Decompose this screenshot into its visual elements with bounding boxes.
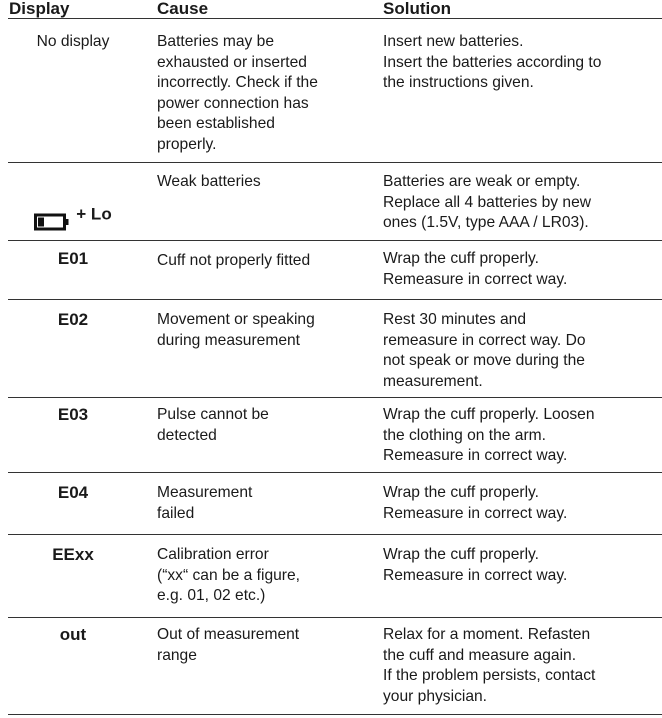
cause-cell: Weak batteries: [157, 173, 261, 190]
display-cell: E04: [57, 483, 89, 502]
display-cell: E03: [57, 405, 89, 424]
header-cause: Cause: [157, 0, 209, 18]
cause-cell: Out of measurement range: [157, 626, 300, 664]
display-cell: E01: [57, 249, 89, 268]
row-divider: [8, 299, 662, 300]
solution-cell: Insert new batteries. Insert the batteries according to the instructions given.: [383, 33, 602, 92]
row-divider: [8, 162, 662, 163]
row-divider: [8, 472, 662, 473]
solution-cell: Wrap the cuff properly. Loosen the clothing on the arm. Remeasure in correct way.: [383, 406, 595, 465]
row-divider: [8, 534, 662, 535]
header-divider: [8, 18, 662, 19]
solution-cell: Relax for a moment. Refasten the cuff and measure again. If the problem persists, contact your physician.: [383, 626, 596, 705]
battery-low-icon: [34, 193, 70, 237]
solution-cell: Wrap the cuff properly. Remeasure in correct way.: [383, 546, 568, 584]
solution-cell: Wrap the cuff properly. Remeasure in correct way.: [383, 250, 568, 288]
display-cell: [8, 172, 138, 237]
display-cell: out: [59, 625, 87, 644]
cause-cell: Cuff not properly fitted: [157, 252, 311, 269]
display-cell: No display: [36, 33, 110, 50]
row-divider: [8, 240, 662, 241]
row-divider: [8, 617, 662, 618]
cause-cell: Pulse cannot be detected: [157, 406, 269, 444]
row-divider: [8, 714, 662, 715]
cause-cell: Batteries may be exhausted or inserted incorrectly. Check if the power connection has been established properly.: [157, 33, 318, 153]
cause-cell: Calibration error (“xx“ can be a figure, e.g. 01, 02 etc.): [157, 546, 301, 605]
display-cell: EExx: [52, 545, 94, 564]
solution-cell: Rest 30 minutes and remeasure in correct way. Do not speak or move during the measurement.: [383, 311, 586, 390]
solution-cell: Wrap the cuff properly. Remeasure in correct way.: [383, 484, 568, 522]
cause-cell: Measurement failed: [157, 484, 253, 522]
display-cell: E02: [57, 310, 89, 329]
cause-cell: Movement or speaking during measurement: [157, 311, 315, 349]
header-solution: Solution: [383, 0, 451, 18]
row-divider: [8, 397, 662, 398]
header-display: Display: [9, 0, 70, 18]
display-code: + Lo: [76, 204, 112, 224]
solution-cell: Batteries are weak or empty. Replace all 4 batteries by new ones (1.5V, type AAA / LR03).: [383, 173, 592, 232]
